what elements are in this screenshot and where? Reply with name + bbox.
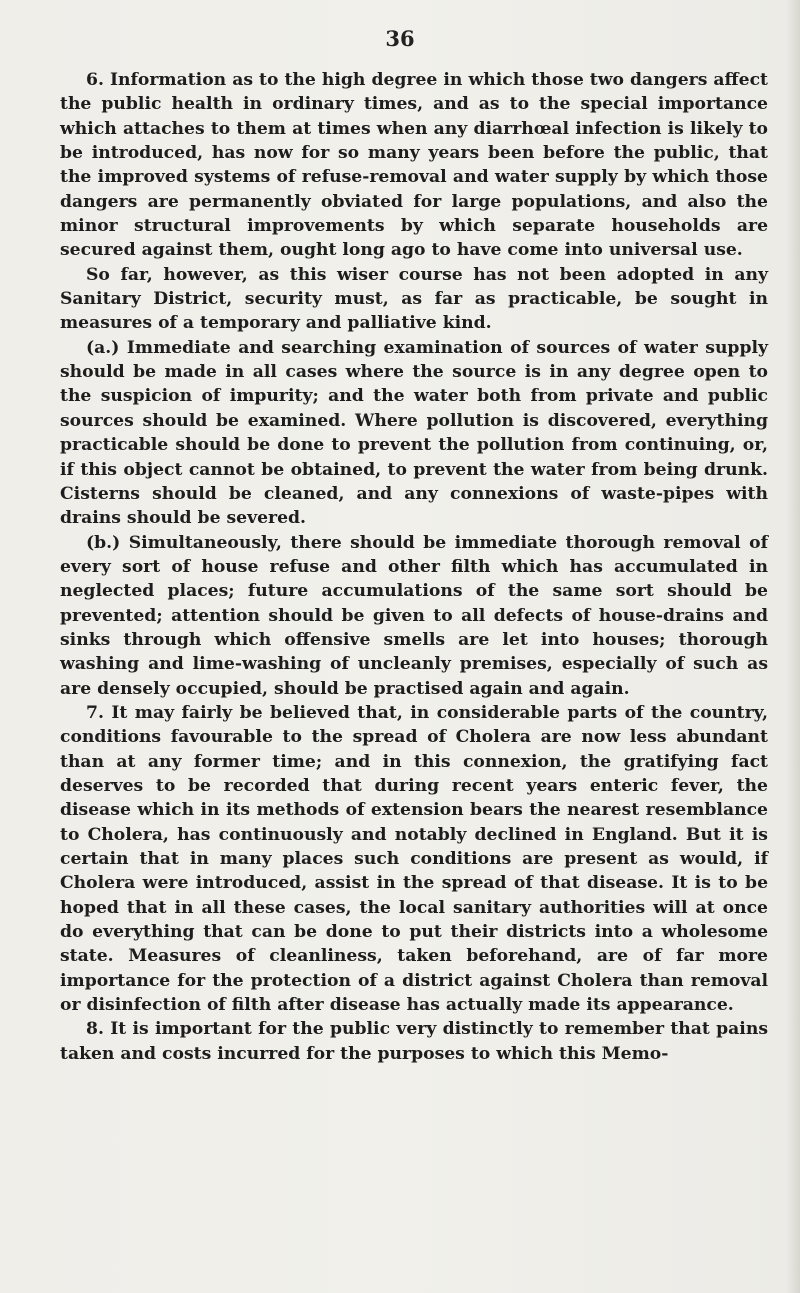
- page-edge-shadow: [786, 0, 800, 1293]
- page-number: 36: [385, 26, 415, 51]
- paragraph-b: (b.) Simultaneously, there should be immediate thorough removal of every sort of house refuse and other filth which has accumulated in neglected places; future accumulations of the same sort should be prevented; attention should be given to all defects of house-drains and sinks through which offensive smells are let into houses; thorough washing and lime-washing of uncleanly premises, especially of such as are densely occupied, should be practised again and again.: [60, 532, 768, 699]
- paragraph-8: 8. It is important for the public very distinctly to remember that pains taken and costs incurred for the purposes to which this Memo-: [60, 1019, 768, 1064]
- paragraph-6: 6. Information as to the high degree in which those two dangers affect the public health in ordinary times, and as to the special importance which attaches to them at times when any diarrhœal infection is likely to be introduced, has now for so many years been before the public, that the improved systems of refuse-removal and water supply by which those dangers are permanently obviated for large populations, and also the minor structural improvements by which separate households are secured against them, ought long ago to have come into universal use.: [60, 70, 768, 261]
- paragraph-a: (a.) Immediate and searching examination of sources of water supply should be made in all cases where the source is in any degree open to the suspicion of impurity; and the water both from private and public sources should be examined. Where pollution is discovered, everything practicable should be done to prevent the pollution from continuing, or, if this object cannot be obtained, to prevent the water from being drunk. Cisterns should be cleaned, and any connexions of waste-pipes with drains should be severed.: [60, 337, 768, 529]
- body-text: [60, 68, 768, 1066]
- paragraph-so-far: So far, however, as this wiser course has not been adopted in any Sanitary District, security must, as far as practicable, be sought in measures of a temporary and palliative kind.: [60, 264, 768, 334]
- paragraph-7: 7. It may fairly be believed that, in considerable parts of the country, conditions favourable to the spread of Cholera are now less abundant than at any former time; and in this connexion, the gratifying fact deserves to be recorded that during recent years enteric fever, the disease which in its methods of extension bears the nearest resemblance to Cholera, has continuously and notably declined in England. But it is certain that in many places such conditions are present as would, if Cholera were introduced, assist in the spread of that disease. It is to be hoped that in all these cases, the local sanitary authorities will at once do everything that can be done to put their districts into a wholesome state. Measures of cleanliness, taken beforehand, are of far more importance for the protection of a district against Cholera than removal or disinfection of filth after disease has actually made its appearance.: [60, 702, 768, 1016]
